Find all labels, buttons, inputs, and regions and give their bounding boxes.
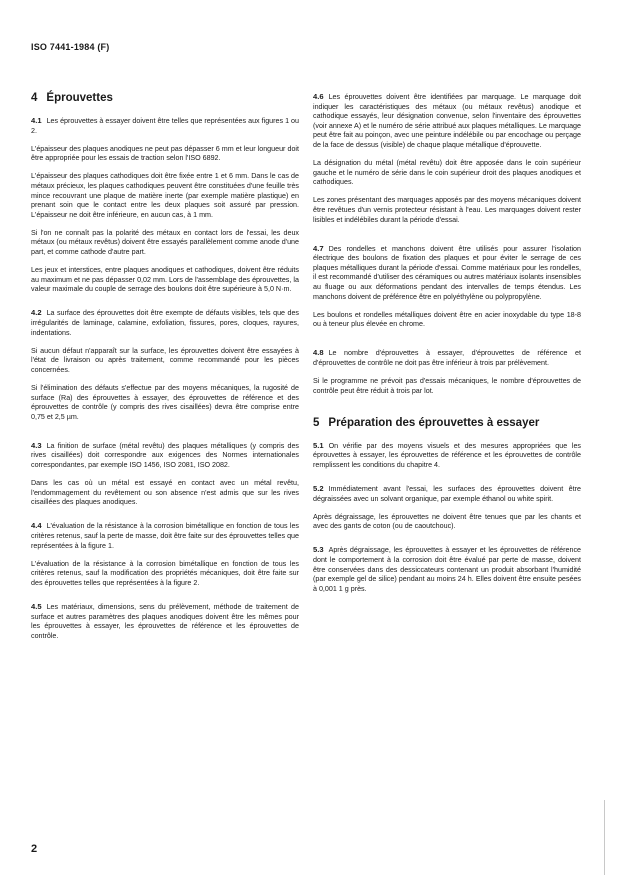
right-column bbox=[313, 92, 581, 603]
clause-text: On vérifie par des moyens visuels et des mesures appropriées que les éprouvettes à essayer, les éprouvettes de référence et les éprouvettes de contrôle remplissent les conditions du chapitre 4. bbox=[313, 441, 581, 469]
paragraph: Après dégraissage, les éprouvettes ne doivent être tenues que par les chants et avec des gants de coton (ou de caoutchouc). bbox=[313, 512, 581, 531]
paragraph: Dans les cas où un métal est essayé en contact avec un métal revêtu, l'endommagement du revêtement ou son absence n'est admis que sur les rives cisaillées des plaques anodiques. bbox=[31, 479, 299, 507]
clause-number: 4.2 bbox=[31, 308, 42, 318]
paragraph: Si l'on ne connaît pas la polarité des métaux en contact lors de l'essai, les deux métaux (ou métaux revêtus) doivent être essayés parallèlement comme anode d'une part, et comme cathode d'autre part. bbox=[31, 228, 299, 257]
section-title: Préparation des éprouvettes à essayer bbox=[328, 416, 540, 429]
clause-text: Les éprouvettes à essayer doivent être telles que représentées aux figures 1 ou 2. bbox=[31, 117, 299, 135]
clause-text: La finition de surface (métal revêtu) des plaques métalliques (y compris des rives cisaillées) doit correspondre aux exigences des Normes internationales correspondantes, par exemple ISO 1456, ISO 2081, ISO 2082. bbox=[31, 441, 299, 470]
clause-number: 5.3 bbox=[313, 545, 324, 555]
clause-text: L'évaluation de la résistance à la corrosion bimétallique en fonction de tous les critères retenus, sauf la perte de masse, doit être faite sur des éprouvettes telles que représentées à la figure 1. bbox=[31, 522, 299, 550]
section-number: 4 bbox=[31, 92, 38, 104]
scan-edge-line bbox=[604, 800, 605, 875]
clause-4-4 bbox=[31, 521, 299, 551]
clause-text: Les éprouvettes doivent être identifiées par marquage. Le marquage doit indiquer les caractéristiques des métaux (ou métaux revêtus) anodique et cathodique essayés, leur désignation convenue, selon l'inventaire des éprouvettes (voir annexe A) et le numéro de série attribué aux plaques métalliques. Le marquage peut être fait au poinçon, avec une peinture indélébile ou par encochage ou perçage de la face de dessus (visible) de chaque plaque métallique d'éprouvette. bbox=[313, 93, 581, 149]
section-4-heading bbox=[31, 92, 299, 104]
clause-4-7 bbox=[313, 244, 581, 303]
clause-number: 5.1 bbox=[313, 440, 324, 450]
paragraph: Si le programme ne prévoit pas d'essais mécaniques, le nombre d'éprouvettes de contrôle peut être réduit à trois par lot. bbox=[313, 377, 581, 395]
section-title: Éprouvettes bbox=[46, 92, 113, 104]
clause-text: Immédiatement avant l'essai, les surfaces des éprouvettes doivent être dégraissées avec un solvant organique, par exemple éthanol ou white spirit. bbox=[313, 485, 581, 503]
clause-4-5 bbox=[31, 602, 299, 641]
clause-4-8 bbox=[313, 348, 581, 368]
clause-4-6 bbox=[313, 92, 581, 151]
paragraph: L'évaluation de la résistance à la corrosion bimétallique en fonction de tous les critères retenus, sauf la modification des propriétés mécaniques, doit être faite sur des éprouvettes telles que représentées à la figure 2. bbox=[31, 559, 299, 587]
paragraph: L'épaisseur des plaques cathodiques doit être fixée entre 1 et 6 mm. Dans le cas de métaux précieux, les plaques cathodiques peuvent être constituées d'une feuille très mince recouvrant une plaque de matière inerte (par exemple matière plastique) en prenant soin que le contact entre les deux plaques soit assuré par pression. L'épaisseur ne doit être inférieure, en aucun cas, à 1 mm. bbox=[31, 172, 299, 219]
clause-number: 4.8 bbox=[313, 348, 324, 358]
clause-text: Le nombre d'éprouvettes à essayer, d'éprouvettes de référence et d'éprouvettes de contrôle ne doit pas être inférieur à trois par prélèvement. bbox=[313, 349, 581, 367]
clause-4-3 bbox=[31, 441, 299, 471]
clause-number: 4.1 bbox=[31, 116, 42, 125]
left-column bbox=[31, 92, 299, 650]
paragraph: Si aucun défaut n'apparaît sur la surface, les éprouvettes doivent être essayées à l'état de livraison ou après traitement, comme recommandé pour les pièces concernées. bbox=[31, 346, 299, 374]
clause-text: Des rondelles et manchons doivent être utilisés pour assurer l'isolation électrique des boulons de fixation des plaques et pour éviter le serrage de ces plaques métalliques durant la période d'essai. Comme matériaux pour les rondelles, il est recommandé d'utiliser des céramiques ou autres matériaux isolants insensibles au fluage ou aux déformations pendant des intervalles de temps étendus. Les manchons doivent de préférence être en polyéthylène ou polypropylène. bbox=[313, 244, 581, 301]
clause-number: 4.7 bbox=[313, 243, 324, 253]
clause-number: 4.6 bbox=[313, 92, 324, 101]
clause-4-1 bbox=[31, 116, 299, 136]
paragraph: L'épaisseur des plaques anodiques ne peut pas dépasser 6 mm et leur longueur doit être appropriée pour les essais de traction selon l'ISO 6892. bbox=[31, 144, 299, 163]
clause-5-3 bbox=[313, 545, 581, 594]
clause-4-2 bbox=[31, 308, 299, 338]
document-header: ISO 7441-1984 (F) bbox=[31, 42, 110, 52]
clause-text: La surface des éprouvettes doit être exempte de défauts visibles, tels que des irrégularités de laminage, calamine, exfoliation, fissures, pores, cloques, rayures, indentations. bbox=[31, 309, 299, 337]
clause-5-1 bbox=[313, 441, 581, 471]
paragraph: Les jeux et interstices, entre plaques anodiques et cathodiques, doivent être réduits au maximum et ne pas dépasser 0,02 mm. Lors de l'assemblage des éprouvettes, la valeur maximale du couple de serrage des boulons doit être supérieure à 5,0 N·m. bbox=[31, 266, 299, 294]
clause-number: 4.5 bbox=[31, 601, 42, 611]
section-number: 5 bbox=[313, 416, 320, 429]
clause-text: Les matériaux, dimensions, sens du prélèvement, méthode de traitement de surface et autres paramètres des plaques anodiques doivent être les mêmes pour les éprouvettes à essayer, les éprouvettes de référence et les éprouvettes de contrôle. bbox=[31, 602, 299, 640]
paragraph: Les boulons et rondelles métalliques doivent être en acier inoxydable du type 18-8 ou à teneur plus élevée en chrome. bbox=[313, 310, 581, 329]
section-5-heading bbox=[313, 417, 581, 429]
clause-number: 5.2 bbox=[313, 484, 324, 494]
page-number: 2 bbox=[31, 843, 38, 855]
paragraph: Si l'élimination des défauts s'effectue par des moyens mécaniques, la rugosité de surface (Ra) des éprouvettes à essayer, des éprouvettes de référence et des éprouvettes de contrôle (y compris des rives cisaillées) devra être comprise entre 0,75 et 2,5 µm. bbox=[31, 383, 299, 421]
clause-number: 4.3 bbox=[31, 440, 42, 450]
clause-5-2 bbox=[313, 484, 581, 504]
paragraph: La désignation du métal (métal revêtu) doit être apposée dans le coin supérieur gauche et le numéro de série dans le coin supérieur droit des plaques anodiques et cathodiques. bbox=[313, 159, 581, 187]
clause-text: Après dégraissage, les éprouvettes à essayer et les éprouvettes de référence dont le comportement à la corrosion doit être évalué par perte de masse, doivent être conservées dans des dessiccateurs contenant un produit absorbant l'humidité (par exemple gel de silice) pendant au moins 24 h. Elles doivent être ensuite pesées à 0,001 1 g près. bbox=[313, 546, 581, 593]
paragraph: Les zones présentant des marquages apposés par des moyens mécaniques doivent être revêtues d'un vernis protecteur résistant à l'eau. Les marquages doivent rester lisibles et indélébiles durant la période d'essai. bbox=[313, 196, 581, 224]
clause-number: 4.4 bbox=[31, 521, 42, 531]
